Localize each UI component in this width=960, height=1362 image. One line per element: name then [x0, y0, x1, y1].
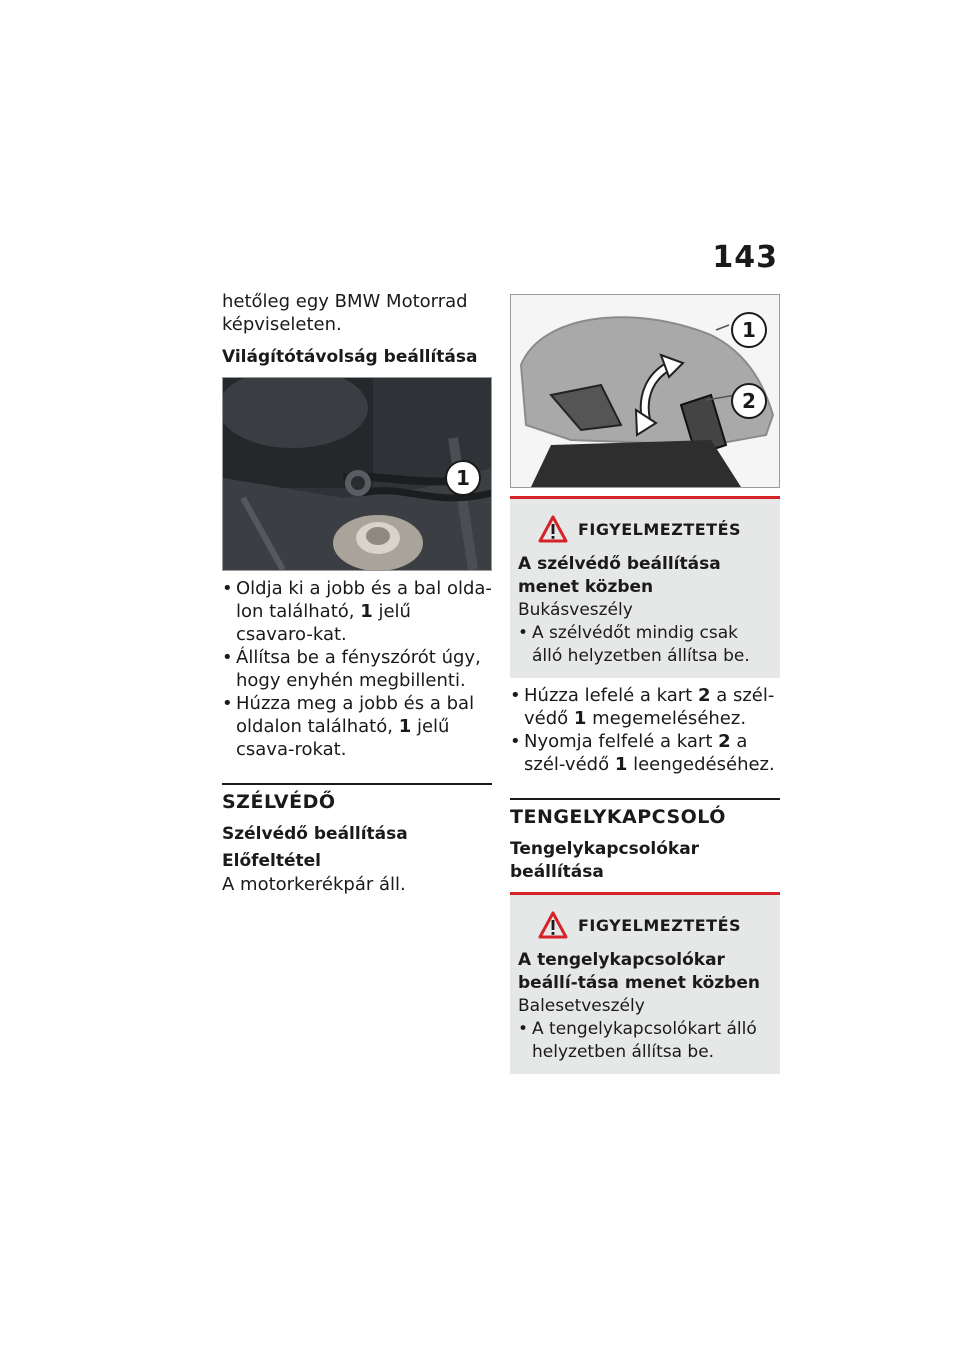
bullet-icon: •	[222, 693, 233, 714]
photo-callout-1: 1	[445, 460, 481, 496]
windshield-illustration	[510, 294, 780, 488]
warning-hazard: Balesetveszély	[518, 996, 645, 1016]
warning-hazard: Bukásveszély	[518, 600, 633, 620]
left-column	[222, 290, 492, 896]
list-item: • Állítsa be a fényszórót úgy, hogy enyhén megbillenti.	[222, 647, 481, 691]
bullet-icon: •	[222, 647, 233, 668]
section-title-windshield: SZÉLVÉDŐ	[222, 783, 492, 813]
warning-subtitle: A szélvédő beállítása menet közben	[518, 554, 721, 597]
right-column	[510, 294, 780, 1074]
bullet-icon: •	[518, 1019, 529, 1039]
precondition-heading: Előfeltétel	[222, 851, 322, 871]
bullet-icon: •	[510, 731, 521, 752]
list-item: • Nyomja felfelé a kart 2 a szél-védő 1 leengedéséhez.	[510, 731, 775, 775]
callout-1: 1	[731, 312, 767, 348]
section-title-clutch: TENGELYKAPCSOLÓ	[510, 798, 780, 828]
warning-box-clutch	[510, 892, 780, 1074]
warning-list	[518, 622, 772, 668]
intro-line-2: képviseleten.	[222, 314, 342, 335]
page-number: 143	[712, 240, 778, 275]
warning-title: FIGYELMEZTETÉS	[578, 519, 742, 539]
precondition-text: A motorkerékpár áll.	[222, 874, 406, 895]
warning-box-windshield	[510, 496, 780, 678]
warning-header	[538, 515, 772, 543]
list-item: • Oldja ki a jobb és a bal olda-lon található, 1 jelű csavaro-kat.	[222, 578, 492, 645]
warning-triangle-icon	[538, 911, 568, 939]
clutch-sub-heading: Tengelykapcsolókar beállítása	[510, 839, 700, 882]
bullet-icon: •	[222, 578, 233, 599]
list-item: • Húzza lefelé a kart 2 a szél-védő 1 megemeléséhez.	[510, 685, 775, 729]
windshield-sub-heading: Szélvédő beállítása	[222, 824, 408, 844]
bullet-icon: •	[510, 685, 521, 706]
callout-2: 2	[731, 383, 767, 419]
intro-line-1: hetőleg egy BMW Motorrad	[222, 291, 468, 312]
warning-header	[538, 911, 772, 939]
windshield-steps	[510, 684, 780, 776]
warning-subtitle: A tengelykapcsolókar beállí-tása menet közben	[518, 950, 760, 993]
headlight-photo	[222, 377, 492, 571]
warning-title: FIGYELMEZTETÉS	[578, 915, 742, 935]
headlight-heading: Világítótávolság beállítása	[222, 347, 478, 367]
list-item: • A szélvédőt mindig csak álló helyzetben állítsa be.	[518, 623, 750, 666]
headlight-steps	[222, 577, 492, 761]
bullet-icon: •	[518, 623, 529, 643]
list-item: • A tengelykapcsolókart álló helyzetben állítsa be.	[518, 1019, 757, 1062]
warning-triangle-icon	[538, 515, 568, 543]
list-item: • Húzza meg a jobb és a bal oldalon található, 1 jelű csava-rokat.	[222, 693, 475, 760]
warning-list	[518, 1018, 772, 1064]
